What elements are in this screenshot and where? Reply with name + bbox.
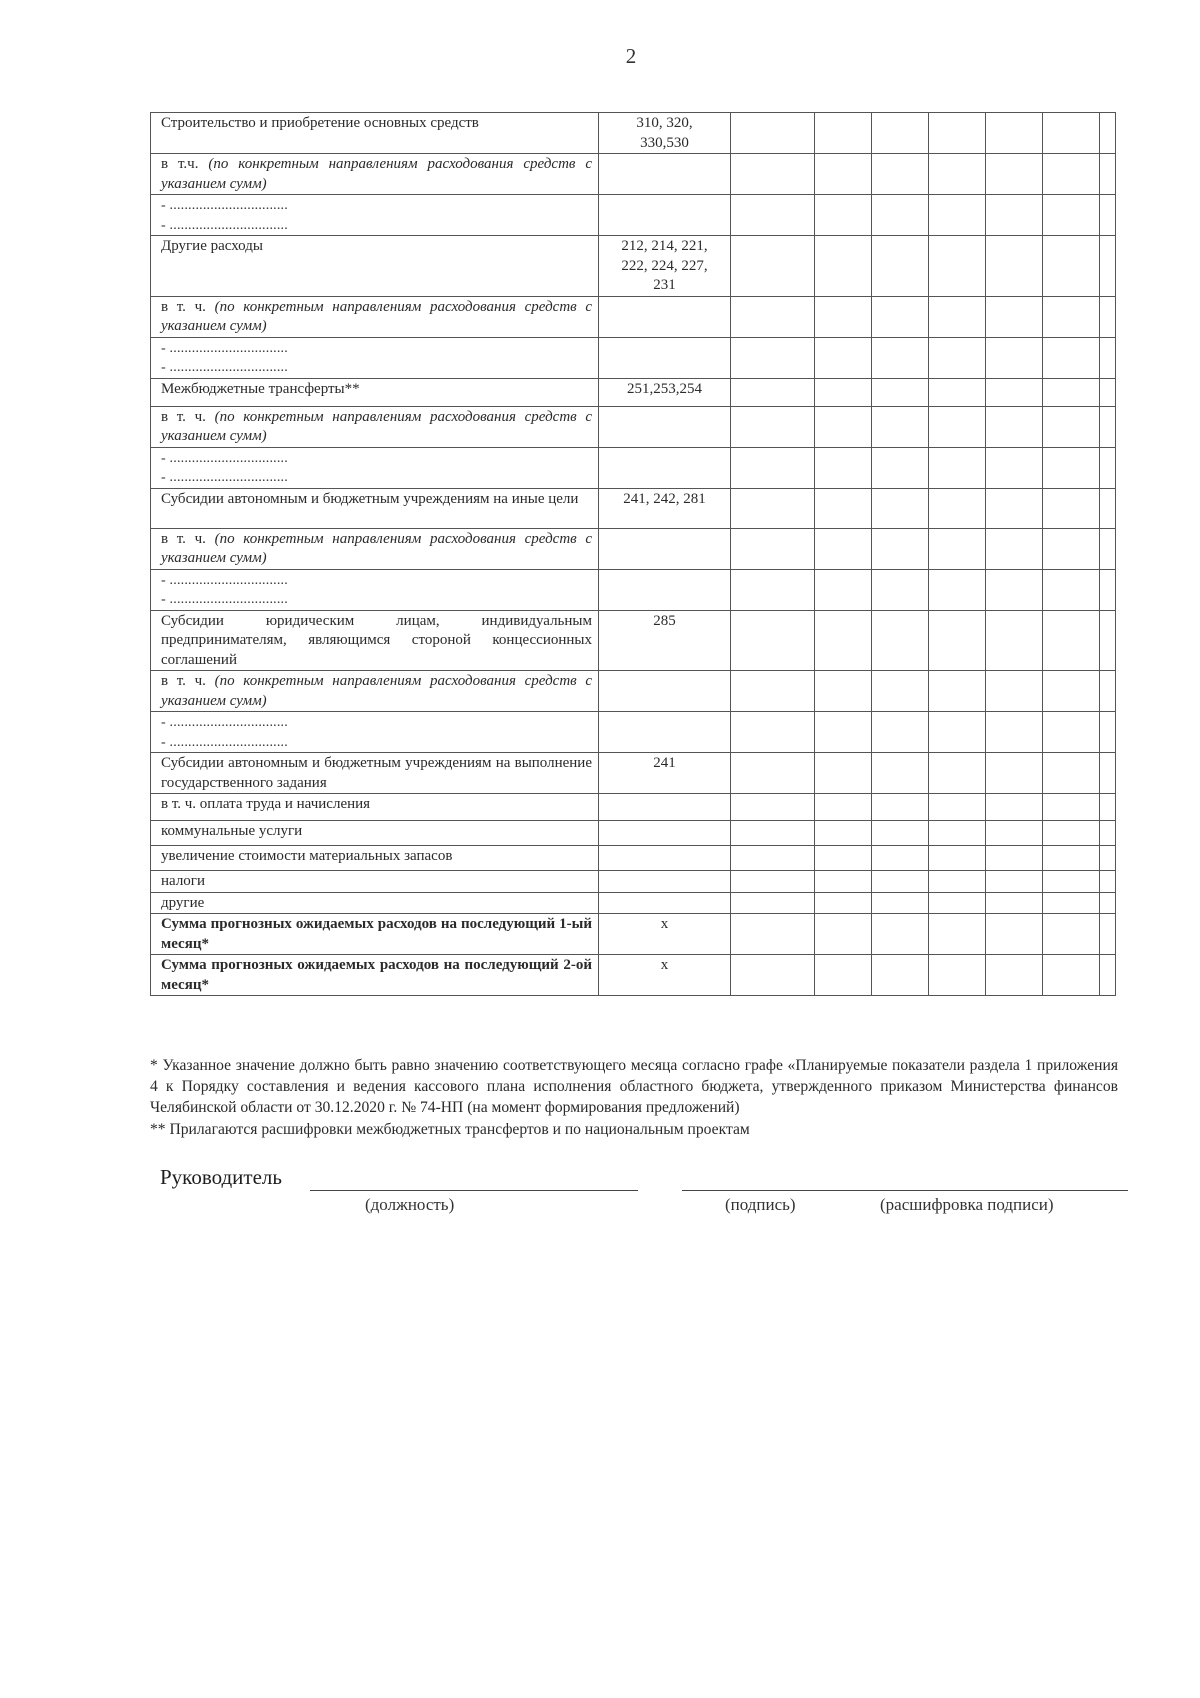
- row-code: 241, 242, 281: [599, 488, 731, 528]
- table-row: [151, 488, 1116, 528]
- value-cell: [929, 671, 986, 712]
- row-label: [151, 821, 599, 846]
- row-code: [599, 195, 731, 236]
- value-cell: [929, 154, 986, 195]
- table-row: [151, 296, 1116, 337]
- value-cell: [1100, 378, 1116, 406]
- value-cell: [986, 846, 1043, 871]
- value-cell: [1043, 296, 1100, 337]
- row-label: [151, 671, 599, 712]
- value-cell: [731, 447, 815, 488]
- row-code: х: [599, 914, 731, 955]
- value-cell: [1043, 914, 1100, 955]
- value-cell: [731, 337, 815, 378]
- value-cell: [1043, 569, 1100, 610]
- signature-label: Руководитель: [160, 1165, 282, 1189]
- row-label: [151, 846, 599, 871]
- value-cell: [815, 337, 872, 378]
- value-cell: [731, 236, 815, 297]
- row-label: [151, 528, 599, 569]
- value-cell: [815, 195, 872, 236]
- value-cell: [1043, 712, 1100, 753]
- value-cell: [986, 892, 1043, 914]
- row-label: [151, 113, 599, 154]
- row-label-prefix: в т. ч.: [161, 298, 215, 315]
- value-cell: [986, 753, 1043, 794]
- row-label-text: - ................................ - ................................: [161, 198, 288, 233]
- table-row: [151, 337, 1116, 378]
- value-cell: [1100, 488, 1116, 528]
- row-label-text: - ................................ - ................................: [161, 340, 288, 375]
- value-cell: [872, 337, 929, 378]
- value-cell: [986, 113, 1043, 154]
- row-label-text: (по конкретным направлениям расходования средств с указанием сумм): [161, 408, 592, 444]
- row-code: [599, 406, 731, 447]
- value-cell: [815, 712, 872, 753]
- row-label-prefix: в т. ч.: [161, 408, 215, 425]
- value-cell: [986, 871, 1043, 893]
- value-cell: [815, 488, 872, 528]
- value-cell: [731, 406, 815, 447]
- value-cell: [815, 569, 872, 610]
- value-cell: [731, 528, 815, 569]
- value-cell: [986, 406, 1043, 447]
- value-cell: [815, 671, 872, 712]
- value-cell: [1100, 846, 1116, 871]
- value-cell: [986, 712, 1043, 753]
- table-row: [151, 712, 1116, 753]
- value-cell: [872, 892, 929, 914]
- row-label: [151, 236, 599, 297]
- row-code: [599, 712, 731, 753]
- value-cell: [872, 296, 929, 337]
- value-cell: [815, 528, 872, 569]
- value-cell: [929, 406, 986, 447]
- value-cell: [731, 195, 815, 236]
- value-cell: [1100, 753, 1116, 794]
- value-cell: [872, 821, 929, 846]
- value-cell: [929, 113, 986, 154]
- value-cell: [872, 671, 929, 712]
- value-cell: [986, 914, 1043, 955]
- row-code: [599, 569, 731, 610]
- row-label: [151, 610, 599, 671]
- value-cell: [872, 488, 929, 528]
- row-label: [151, 337, 599, 378]
- row-code: [599, 447, 731, 488]
- value-cell: [929, 569, 986, 610]
- value-cell: [815, 871, 872, 893]
- value-cell: [1100, 871, 1116, 893]
- row-label: [151, 794, 599, 821]
- footnotes: [150, 1055, 1118, 1140]
- value-cell: [929, 378, 986, 406]
- table-row: [151, 914, 1116, 955]
- row-label: [151, 195, 599, 236]
- value-cell: [929, 447, 986, 488]
- value-cell: [815, 236, 872, 297]
- value-cell: [929, 195, 986, 236]
- row-label-prefix: в т. ч.: [161, 530, 215, 547]
- row-code: [599, 821, 731, 846]
- value-cell: [986, 447, 1043, 488]
- caption-decoding: (расшифровка подписи): [880, 1195, 1054, 1214]
- value-cell: [1043, 488, 1100, 528]
- value-cell: [872, 569, 929, 610]
- row-label-text: Субсидии автономным и бюджетным учреждениям на иные цели: [161, 490, 579, 507]
- table-row: [151, 955, 1116, 996]
- row-label-text: в т. ч. оплата труда и начисления: [161, 796, 371, 812]
- value-cell: [1100, 794, 1116, 821]
- value-cell: [929, 914, 986, 955]
- row-code: [599, 892, 731, 914]
- value-cell: [929, 846, 986, 871]
- value-cell: [1100, 406, 1116, 447]
- value-cell: [731, 154, 815, 195]
- value-cell: [1100, 712, 1116, 753]
- value-cell: [1043, 892, 1100, 914]
- table-row: [151, 154, 1116, 195]
- value-cell: [872, 406, 929, 447]
- row-code: 285: [599, 610, 731, 671]
- row-label: [151, 712, 599, 753]
- budget-expenses-table: [150, 112, 1116, 996]
- row-label-text: коммунальные услуги: [161, 823, 303, 839]
- page-number: 2: [625, 44, 637, 68]
- row-label-text: - ................................ - ................................: [161, 572, 288, 607]
- value-cell: [929, 236, 986, 297]
- row-label-text: Межбюджетные трансферты**: [161, 380, 360, 397]
- value-cell: [815, 406, 872, 447]
- value-cell: [1100, 955, 1116, 996]
- value-cell: [872, 610, 929, 671]
- row-label-text: (по конкретным направлениям расходования средств с указанием сумм): [161, 673, 592, 709]
- row-label-text: (по конкретным направлениям расходования средств с указанием сумм): [161, 530, 592, 566]
- footnote-2: ** Прилагаются расшифровки межбюджетных трансфертов и по национальным проектам: [150, 1120, 750, 1138]
- value-cell: [1043, 821, 1100, 846]
- row-label-text: увеличение стоимости материальных запасов: [161, 848, 453, 864]
- table-row: [151, 195, 1116, 236]
- value-cell: [1043, 378, 1100, 406]
- value-cell: [1043, 406, 1100, 447]
- value-cell: [872, 753, 929, 794]
- value-cell: [1043, 447, 1100, 488]
- value-cell: [872, 846, 929, 871]
- value-cell: [986, 955, 1043, 996]
- value-cell: [872, 195, 929, 236]
- caption-position: (должность): [365, 1195, 455, 1214]
- value-cell: [872, 712, 929, 753]
- row-label-prefix: в т.ч.: [161, 156, 209, 172]
- value-cell: [929, 753, 986, 794]
- value-cell: [1100, 337, 1116, 378]
- value-cell: [1043, 671, 1100, 712]
- value-cell: [986, 821, 1043, 846]
- value-cell: [731, 296, 815, 337]
- value-cell: [986, 671, 1043, 712]
- row-label: [151, 378, 599, 406]
- table-row: [151, 236, 1116, 297]
- value-cell: [986, 488, 1043, 528]
- value-cell: [986, 154, 1043, 195]
- value-cell: [1100, 154, 1116, 195]
- value-cell: [815, 914, 872, 955]
- row-code: [599, 154, 731, 195]
- row-label: [151, 406, 599, 447]
- row-label: [151, 955, 599, 996]
- table-row: [151, 753, 1116, 794]
- table-row: [151, 821, 1116, 846]
- table-row: [151, 113, 1116, 154]
- table-row: [151, 610, 1116, 671]
- row-code: [599, 794, 731, 821]
- value-cell: [731, 712, 815, 753]
- value-cell: [1100, 528, 1116, 569]
- value-cell: [731, 955, 815, 996]
- row-label-text: Сумма прогнозных ожидаемых расходов на последующий 1-ый месяц*: [161, 916, 592, 952]
- value-cell: [872, 871, 929, 893]
- table-row: [151, 846, 1116, 871]
- row-label-text: (по конкретным направлениям расходования средств с указанием сумм): [161, 156, 592, 192]
- value-cell: [731, 671, 815, 712]
- value-cell: [872, 154, 929, 195]
- table-row: [151, 447, 1116, 488]
- row-code: 251,253,254: [599, 378, 731, 406]
- value-cell: [1043, 610, 1100, 671]
- row-code: [599, 296, 731, 337]
- value-cell: [815, 296, 872, 337]
- row-label: [151, 447, 599, 488]
- row-label-text: налоги: [161, 873, 205, 889]
- value-cell: [872, 528, 929, 569]
- value-cell: [986, 296, 1043, 337]
- value-cell: [815, 113, 872, 154]
- value-cell: [731, 846, 815, 871]
- value-cell: [815, 378, 872, 406]
- value-cell: [1100, 296, 1116, 337]
- value-cell: [1100, 821, 1116, 846]
- table-row: [151, 528, 1116, 569]
- value-cell: [929, 337, 986, 378]
- value-cell: [1100, 195, 1116, 236]
- value-cell: [872, 914, 929, 955]
- value-cell: [1043, 236, 1100, 297]
- value-cell: [872, 955, 929, 996]
- row-code: [599, 337, 731, 378]
- value-cell: [731, 569, 815, 610]
- row-label-text: Строительство и приобретение основных средств: [161, 115, 479, 131]
- row-code: [599, 528, 731, 569]
- value-cell: [986, 378, 1043, 406]
- row-label-text: Субсидии юридическим лицам, индивидуальным предпринимателям, являющимся стороной концессионных соглашений: [161, 612, 592, 668]
- value-cell: [1043, 794, 1100, 821]
- signature-block: [160, 1165, 1120, 1225]
- value-cell: [872, 794, 929, 821]
- value-cell: [815, 753, 872, 794]
- value-cell: [929, 610, 986, 671]
- row-label-text: - ................................ - ................................: [161, 715, 288, 750]
- value-cell: [929, 892, 986, 914]
- row-code: [599, 871, 731, 893]
- value-cell: [1100, 610, 1116, 671]
- value-cell: [1043, 113, 1100, 154]
- value-cell: [929, 488, 986, 528]
- table-row: [151, 406, 1116, 447]
- value-cell: [731, 378, 815, 406]
- value-cell: [731, 871, 815, 893]
- row-code: х: [599, 955, 731, 996]
- value-cell: [731, 821, 815, 846]
- value-cell: [1043, 955, 1100, 996]
- row-code: 241: [599, 753, 731, 794]
- value-cell: [731, 753, 815, 794]
- value-cell: [1043, 195, 1100, 236]
- value-cell: [986, 337, 1043, 378]
- row-label: [151, 753, 599, 794]
- value-cell: [731, 794, 815, 821]
- value-cell: [929, 296, 986, 337]
- value-cell: [1100, 671, 1116, 712]
- row-label-text: Другие расходы: [161, 238, 263, 254]
- row-label: [151, 914, 599, 955]
- row-label-text: (по конкретным направлениям расходования средств с указанием сумм): [161, 298, 592, 334]
- value-cell: [731, 914, 815, 955]
- row-code: 212, 214, 221, 222, 224, 227, 231: [599, 236, 731, 297]
- table-row: [151, 378, 1116, 406]
- row-label-text: Субсидии автономным и бюджетным учреждениям на выполнение государственного задания: [161, 755, 592, 791]
- value-cell: [929, 712, 986, 753]
- value-cell: [815, 846, 872, 871]
- value-cell: [731, 113, 815, 154]
- value-cell: [929, 528, 986, 569]
- value-cell: [986, 236, 1043, 297]
- value-cell: [1100, 113, 1116, 154]
- value-cell: [872, 447, 929, 488]
- row-label-prefix: в т. ч.: [161, 673, 215, 689]
- value-cell: [815, 447, 872, 488]
- table-row: [151, 794, 1116, 821]
- row-label: [151, 871, 599, 893]
- value-cell: [1043, 337, 1100, 378]
- table-row: [151, 671, 1116, 712]
- value-cell: [815, 794, 872, 821]
- value-cell: [929, 871, 986, 893]
- signature-line: [682, 1190, 1128, 1191]
- row-code: [599, 846, 731, 871]
- footnote-1: * Указанное значение должно быть равно значению соответствующего месяца согласно графе «Планируемые показатели раздела 1 приложения 4 к Порядку составления и ведения кассового плана исполнения областного бюджета, утвержденного приказом Министерства финансов Челябинской области от 30.12.2020 г. № 74-НП (на момент формирования предложений): [150, 1057, 1118, 1117]
- value-cell: [1100, 569, 1116, 610]
- value-cell: [815, 955, 872, 996]
- value-cell: [1043, 753, 1100, 794]
- value-cell: [986, 569, 1043, 610]
- value-cell: [731, 488, 815, 528]
- value-cell: [1100, 236, 1116, 297]
- row-label: [151, 892, 599, 914]
- value-cell: [1043, 154, 1100, 195]
- row-label: [151, 154, 599, 195]
- table-row: [151, 569, 1116, 610]
- value-cell: [815, 610, 872, 671]
- row-label: [151, 488, 599, 528]
- value-cell: [1100, 892, 1116, 914]
- row-label-text: другие: [161, 894, 205, 911]
- value-cell: [929, 794, 986, 821]
- row-label: [151, 296, 599, 337]
- value-cell: [1043, 528, 1100, 569]
- table-body: [151, 113, 1116, 996]
- value-cell: [986, 794, 1043, 821]
- value-cell: [1043, 871, 1100, 893]
- row-label-text: - ................................ - ................................: [161, 450, 288, 485]
- value-cell: [1100, 447, 1116, 488]
- row-label: [151, 569, 599, 610]
- value-cell: [986, 610, 1043, 671]
- value-cell: [815, 821, 872, 846]
- row-code: [599, 671, 731, 712]
- row-code: 310, 320, 330,530: [599, 113, 731, 154]
- table-row: [151, 871, 1116, 893]
- value-cell: [731, 610, 815, 671]
- value-cell: [872, 113, 929, 154]
- value-cell: [731, 892, 815, 914]
- position-line: [310, 1190, 638, 1191]
- value-cell: [929, 955, 986, 996]
- value-cell: [986, 195, 1043, 236]
- value-cell: [1100, 914, 1116, 955]
- value-cell: [986, 528, 1043, 569]
- value-cell: [815, 154, 872, 195]
- value-cell: [872, 378, 929, 406]
- value-cell: [815, 892, 872, 914]
- value-cell: [872, 236, 929, 297]
- caption-signature: (подпись): [725, 1195, 796, 1214]
- row-label-text: Сумма прогнозных ожидаемых расходов на последующий 2-ой месяц*: [161, 957, 592, 993]
- value-cell: [1043, 846, 1100, 871]
- table-row: [151, 892, 1116, 914]
- value-cell: [929, 821, 986, 846]
